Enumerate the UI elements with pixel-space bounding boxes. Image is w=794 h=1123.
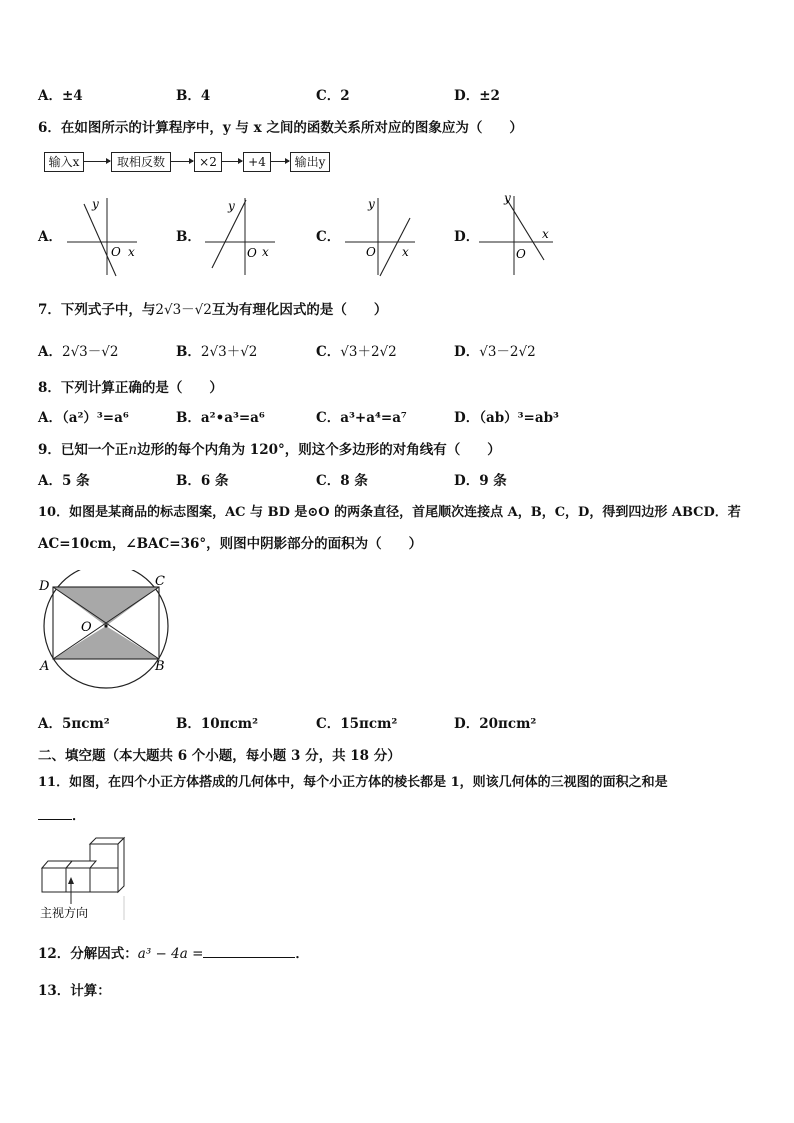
point-b-label: B: [155, 659, 165, 674]
origin-label: O: [111, 245, 121, 259]
axis-x-label: x: [262, 245, 269, 259]
q8-option-c: C．a³+a⁴=a⁷: [316, 410, 407, 426]
q5-option-b: B．4: [176, 88, 211, 104]
q11-stem: 11．如图，在四个小正方体搭成的几何体中，每个小正方体的棱长都是 1，则该几何体的三视图的面积之和是: [38, 775, 668, 790]
q8-stem: 8．下列计算正确的是（ ）: [38, 380, 223, 396]
q7-stem: 7．下列式子中，与2√3－√2互为有理化因式的是（ ）: [38, 302, 388, 318]
axis-x-label: x: [402, 245, 409, 259]
q7-option-c: C．√3＋2√2: [316, 344, 397, 360]
axis-y-label: y: [228, 199, 235, 213]
q12-stem: 12．分解因式：a³ − 4a = ．: [38, 946, 309, 962]
flow-step-times2: ×2: [194, 152, 222, 172]
q9-option-c: C．8 条: [316, 473, 368, 489]
q8-option-d: D．（ab）³=ab³: [454, 410, 559, 426]
q11-cube-figure: [38, 834, 128, 922]
view-direction-label: 主视方向: [40, 906, 89, 920]
flow-step-plus4: +4: [243, 152, 271, 172]
flow-arrow: [171, 161, 193, 162]
axis-y-label: y: [504, 191, 511, 205]
q6-graph-b: [200, 190, 280, 278]
axis-x-label: x: [542, 227, 549, 241]
flow-step-input: 输入x: [44, 152, 84, 172]
q7-option-b: B．2√3＋√2: [176, 344, 258, 360]
q5-option-c: C．2: [316, 88, 350, 104]
origin-label: O: [516, 247, 526, 261]
q11-answer-line: ．: [38, 804, 86, 824]
q5-option-d: D．±2: [454, 88, 500, 104]
section-2-title: 二、填空题（本大题共 6 个小题，每小题 3 分，共 18 分）: [38, 748, 401, 764]
q8-option-b: B．a²•a³=a⁶: [176, 410, 265, 426]
q10-stem-line1: 10．如图是某商品的标志图案，AC 与 BD 是⊙O 的两条直径，首尾顺次连接点 A，B，C，D，得到四边形 ABCD．若: [38, 505, 741, 520]
q6-graph-d: [476, 190, 556, 278]
q10-circle-figure: [34, 570, 170, 700]
flow-arrow: [222, 161, 242, 162]
q9-stem: 9．已知一个正n边形的每个内角为 120°，则这个多边形的对角线有（ ）: [38, 442, 501, 458]
q10-option-c: C．15πcm²: [316, 716, 398, 732]
point-a-label: A: [40, 659, 50, 674]
point-c-label: C: [155, 574, 165, 589]
q9-option-d: D．9 条: [454, 473, 507, 489]
q13-stem: 13．计算：: [38, 983, 111, 999]
q10-option-a: A．5πcm²: [38, 716, 110, 732]
flow-arrow: [84, 161, 110, 162]
q6-graph-c: [340, 190, 420, 278]
q7-option-d: D．√3－2√2: [454, 344, 536, 360]
flow-step-negate: 取相反数: [111, 152, 171, 172]
q7-option-a: A．2√3－√2: [38, 344, 119, 360]
q5-option-a: A．±4: [38, 88, 83, 104]
q6-option-b: B．: [176, 229, 201, 245]
q10-option-d: D．20πcm²: [454, 716, 537, 732]
q10-stem-line2: AC=10cm，∠BAC=36°，则图中阴影部分的面积为（ ）: [38, 536, 423, 552]
q6-option-c: C．: [316, 229, 341, 245]
axis-y-label: y: [92, 197, 99, 211]
axis-x-label: x: [128, 245, 135, 259]
q9-option-b: B．6 条: [176, 473, 229, 489]
flow-step-output: 输出y: [290, 152, 330, 172]
axis-y-label: y: [368, 197, 375, 211]
q6-option-a: A．: [38, 229, 62, 245]
answer-blank: [203, 957, 295, 958]
q6-stem: 6．在如图所示的计算程序中，y 与 x 之间的函数关系所对应的图象应为（ ）: [38, 120, 523, 136]
point-o-label: O: [81, 620, 92, 635]
q6-option-d: D．: [454, 229, 480, 245]
point-d-label: D: [39, 579, 50, 594]
answer-blank: [38, 819, 72, 820]
q10-option-b: B．10πcm²: [176, 716, 258, 732]
q6-graph-a: [62, 190, 142, 278]
q9-option-a: A．5 条: [38, 473, 90, 489]
origin-label: O: [247, 246, 257, 260]
q8-option-a: A．（a²）³=a⁶: [38, 410, 129, 426]
flow-arrow: [271, 161, 289, 162]
origin-label: O: [366, 245, 376, 259]
